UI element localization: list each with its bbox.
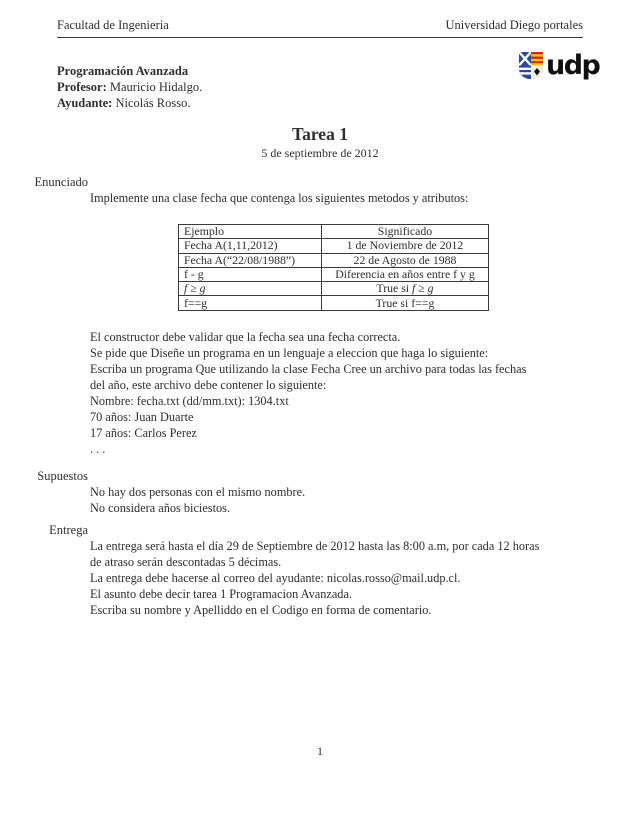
enunciado-paragraph [90, 329, 526, 457]
enunciado-intro [90, 190, 468, 206]
assistant-line [57, 95, 202, 111]
assistant-label: Ayudante: [57, 96, 113, 110]
table-cell [322, 282, 489, 296]
udp-logo [519, 49, 600, 81]
table-cell: 22 de Agosto de 1988 [322, 253, 489, 267]
table-header-significado: Significado [322, 225, 489, 239]
body-line: de atraso serán descontadas 5 décimas. [90, 555, 282, 569]
body-line: . . . [90, 442, 106, 456]
table-cell-math: f ≥ g [412, 281, 434, 296]
body-line: Se pide que Diseñe un programa en un lenguaje a eleccion que haga lo siguiente: [90, 346, 489, 360]
table-cell: f ≥ g [179, 282, 322, 296]
table-header-row [179, 225, 489, 239]
body-line: La entrega será hasta el día 29 de Septiembre de 2012 hasta las 8:00 a.m, por cada 12 horas [90, 539, 540, 553]
body-line: 70 años: Juan Duarte [90, 410, 194, 424]
body-line: Escriba un programa Que utilizando la clase Fecha Cree un archivo para todas las fechas [90, 362, 527, 376]
table-cell: Fecha A(“22/08/1988”) [179, 253, 322, 267]
section-label-supuestos: Supuestos [37, 469, 88, 483]
table-row [179, 239, 489, 253]
header-left-text: Facultad de Ingenieria [57, 18, 169, 32]
body-line: No hay dos personas con el mismo nombre. [90, 485, 306, 499]
udp-crest-shield-icon [519, 52, 543, 79]
body-line: Nombre: fecha.txt (dd/mm.txt): 1304.txt [90, 394, 289, 408]
body-line: Escriba su nombre y Apelliddo en el Codigo en forma de comentario. [90, 603, 432, 617]
table-cell: Diferencia en años entre f y g [322, 267, 489, 281]
section-label-enunciado: Enunciado [34, 175, 88, 189]
professor-label: Profesor: [57, 80, 107, 94]
table-cell: 1 de Noviembre de 2012 [322, 239, 489, 253]
assistant-name: Nicolás Rosso. [115, 96, 191, 110]
table-cell: f==g [179, 296, 322, 310]
section-label-entrega: Entrega [49, 523, 88, 537]
body-line: El asunto debe decir tarea 1 Programacion Avanzada. [90, 587, 352, 601]
supuestos-paragraph [90, 484, 305, 516]
body-line: del año, este archivo debe contener lo siguiente: [90, 378, 327, 392]
course-info-block [57, 63, 202, 111]
course-title: Programación Avanzada [57, 64, 189, 78]
table-cell: True si f==g [322, 296, 489, 310]
document-title: Tarea 1 [292, 124, 348, 144]
table-row [179, 267, 489, 281]
page-number: 1 [317, 744, 323, 758]
professor-line [57, 79, 202, 95]
body-line: 17 años: Carlos Perez [90, 426, 197, 440]
entrega-paragraph [90, 538, 539, 618]
methods-table [178, 224, 489, 311]
table-header-ejemplo: Ejemplo [179, 225, 322, 239]
body-line: La entrega debe hacerse al correo del ayudante: nicolas.rosso@mail.udp.cl. [90, 571, 461, 585]
table-row [179, 282, 489, 296]
table-cell: Fecha A(1,11,2012) [179, 239, 322, 253]
document-date: 5 de septiembre de 2012 [261, 146, 379, 160]
table-cell: f - g [179, 267, 322, 281]
table-row [179, 296, 489, 310]
body-line: No considera años biciestos. [90, 501, 231, 515]
table-row [179, 253, 489, 267]
page-header [57, 18, 583, 38]
body-line: Implemente una clase fecha que contenga los siguientes metodos y atributos: [90, 191, 469, 205]
table-cell-text: True si [376, 281, 413, 296]
professor-name: Mauricio Hidalgo. [109, 80, 203, 94]
udp-logo-text: udp [546, 49, 600, 81]
header-right-text: Universidad Diego portales [445, 18, 583, 32]
body-line: El constructor debe validar que la fecha sea una fecha correcta. [90, 330, 401, 344]
